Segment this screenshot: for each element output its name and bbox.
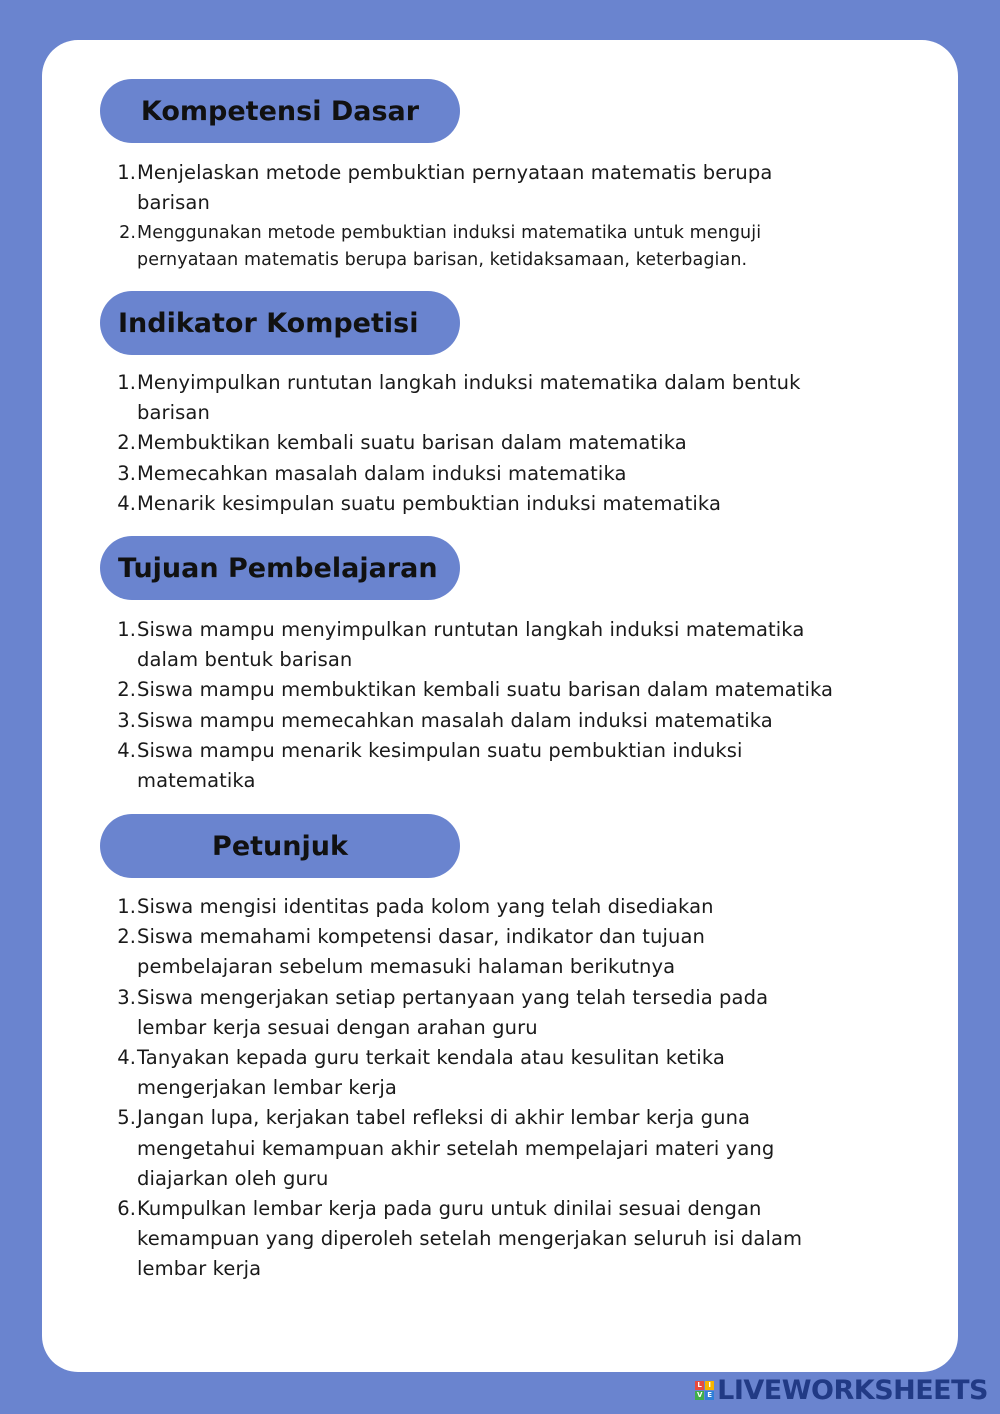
item-text: Menarik kesimpulan suatu pembuktian induksi matematika [137, 491, 722, 515]
item-number: 6. [117, 1197, 136, 1221]
item-text: pembelajaran sebelum memasuki halaman berikutnya [137, 955, 676, 979]
list-item [112, 489, 932, 519]
list-item [112, 983, 932, 1043]
item-text: Siswa mengisi identitas pada kolom yang telah disediakan [137, 895, 714, 918]
item-number: 1. [117, 161, 136, 184]
logo-letter: V [696, 1391, 703, 1399]
item-text: Memecahkan masalah dalam induksi matematika [137, 461, 627, 485]
list-item [112, 459, 932, 489]
list-item [112, 220, 932, 274]
item-text: barisan [137, 401, 210, 425]
item-text: Siswa mengerjakan setiap pertanyaan yang telah tersedia pada [137, 985, 769, 1009]
item-text: diajarkan oleh guru [137, 1166, 329, 1190]
heading-tujuan-pembelajaran-text: Tujuan Pembelajaran [118, 552, 438, 584]
list-kompetensi-dasar-cont [112, 220, 932, 274]
watermark-text: LIVEWORKSHEETS [717, 1375, 988, 1406]
item-text: kemampuan yang diperoleh setelah mengerjakan seluruh isi dalam [137, 1227, 803, 1251]
list-petunjuk [112, 892, 932, 1285]
item-number: 1. [117, 371, 136, 394]
heading-petunjuk [100, 814, 460, 878]
item-text: dalam bentuk barisan [137, 648, 353, 672]
heading-petunjuk-text: Petunjuk [212, 830, 348, 862]
list-item [112, 428, 932, 458]
logo-letter: L [695, 1381, 704, 1390]
item-text: Tanyakan kepada guru terkait kendala atau kesulitan ketika [137, 1046, 725, 1070]
item-number: 1. [117, 895, 136, 918]
item-text: barisan [137, 191, 210, 215]
item-text: lembar kerja [137, 1257, 262, 1281]
item-text: mengetahui kemampuan akhir setelah mempelajari materi yang [137, 1136, 775, 1160]
heading-kompetensi-dasar [100, 79, 460, 143]
list-item [112, 892, 932, 922]
item-number: 4. [117, 738, 136, 762]
item-text: lembar kerja sesuai dengan arahan guru [137, 1015, 538, 1039]
item-text: Menjelaskan metode pembuktian pernyataan matematis berupa [137, 161, 773, 184]
item-text: Kumpulkan lembar kerja pada guru untuk dinilai sesuai dengan [137, 1197, 762, 1221]
heading-kompetensi-dasar-text: Kompetensi Dasar [140, 95, 420, 127]
list-item [112, 615, 932, 675]
item-number: 1. [117, 618, 136, 641]
item-number: 2. [119, 223, 136, 243]
item-text: matematika [137, 769, 256, 793]
item-number: 2. [117, 678, 136, 702]
item-number: 3. [117, 461, 136, 485]
heading-indikator-kompetisi-text: Indikator Kompetisi [118, 307, 419, 339]
logo-letter: E [705, 1391, 714, 1400]
item-text: mengerjakan lembar kerja [137, 1076, 397, 1100]
heading-tujuan-pembelajaran [100, 536, 460, 600]
item-number: 5. [117, 1106, 136, 1130]
liveworksheets-logo-icon [695, 1381, 714, 1400]
item-number: 2. [117, 925, 136, 949]
list-item [112, 368, 932, 428]
item-text: Siswa memahami kompetensi dasar, indikator dan tujuan [137, 925, 705, 949]
item-text: Siswa mampu membuktikan kembali suatu barisan dalam matematika [137, 678, 834, 702]
item-number: 4. [117, 491, 136, 515]
list-item [112, 922, 932, 982]
item-text: Siswa mampu memecahkan masalah dalam induksi matematika [137, 708, 773, 732]
list-item [112, 675, 932, 705]
logo-letter: I [705, 1381, 714, 1390]
heading-indikator-kompetisi [100, 291, 460, 355]
item-text: Jangan lupa, kerjakan tabel refleksi di akhir lembar kerja guna [137, 1106, 751, 1130]
item-text: Siswa mampu menarik kesimpulan suatu pembuktian induksi [137, 738, 743, 762]
item-text: Menyimpulkan runtutan langkah induksi matematika dalam bentuk [137, 371, 801, 394]
list-item [112, 736, 932, 796]
list-tujuan-pembelajaran [112, 615, 932, 796]
item-text: Menggunakan metode pembuktian induksi matematika untuk menguji [137, 223, 762, 243]
item-text: Membuktikan kembali suatu barisan dalam matematika [137, 431, 687, 455]
item-number: 2. [117, 431, 136, 455]
list-item [112, 1194, 932, 1285]
item-text: pernyataan matematis berupa barisan, ketidaksamaan, keterbagian. [137, 250, 748, 270]
list-item [112, 1043, 932, 1103]
list-item [112, 158, 932, 218]
item-text: Siswa mampu menyimpulkan runtutan langkah induksi matematika [137, 618, 805, 641]
item-number: 4. [117, 1046, 136, 1070]
item-number: 3. [117, 708, 136, 732]
list-item [112, 706, 932, 736]
list-item [112, 1103, 932, 1194]
list-indikator-kompetisi [112, 368, 932, 519]
liveworksheets-watermark [695, 1375, 988, 1406]
item-number: 3. [117, 985, 136, 1009]
list-kompetensi-dasar [112, 158, 932, 218]
